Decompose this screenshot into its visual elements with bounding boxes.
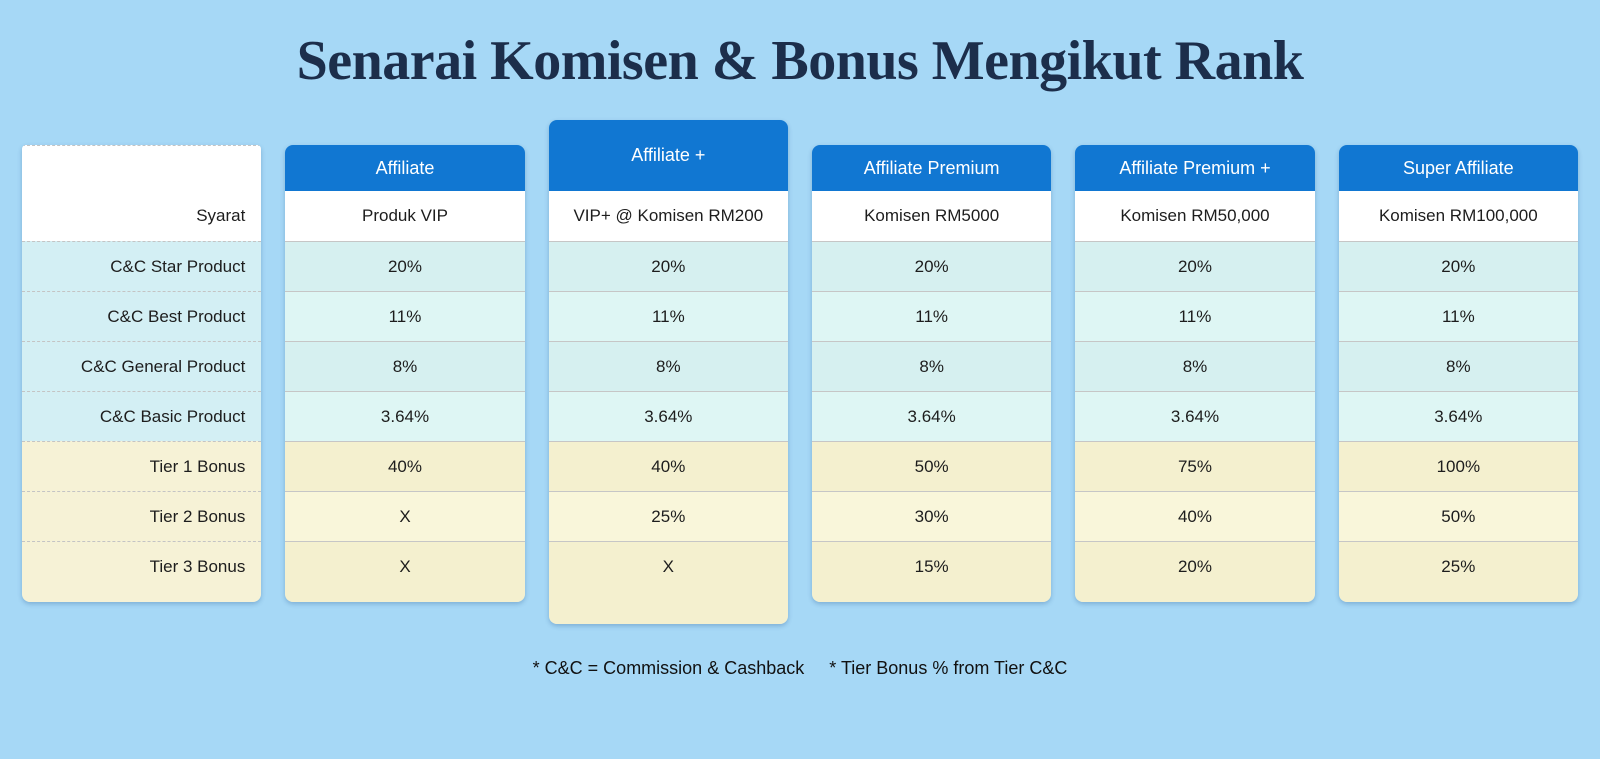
label-empty-cell [22, 145, 261, 191]
plan-cell: 8% [812, 341, 1051, 391]
plan-cell: 11% [812, 291, 1051, 341]
label-column [22, 145, 261, 602]
page-title: Senarai Komisen & Bonus Mengikut Rank [296, 30, 1304, 92]
plan-cell: 30% [812, 491, 1051, 541]
plan-column-affiliate-premium [812, 145, 1051, 602]
plan-column-filler [549, 591, 788, 624]
footnote-tier: * Tier Bonus % from Tier C&C [829, 658, 1068, 679]
rank-table [0, 145, 1600, 624]
plan-column-filler [1075, 591, 1314, 602]
row-label: Tier 2 Bonus [22, 491, 261, 541]
plan-cell: X [285, 541, 524, 591]
plan-cell: Produk VIP [285, 191, 524, 241]
plan-cell: 11% [285, 291, 524, 341]
plan-header: Affiliate Premium + [1075, 145, 1314, 191]
plan-cell: Komisen RM100,000 [1339, 191, 1578, 241]
plan-cell: 11% [549, 291, 788, 341]
row-label: C&C Basic Product [22, 391, 261, 441]
plan-column-filler [812, 591, 1051, 602]
plan-cell: X [549, 541, 788, 591]
plan-cell: 8% [1075, 341, 1314, 391]
plan-column-affiliate [285, 145, 524, 602]
label-column-filler [22, 591, 261, 602]
plan-cell: 100% [1339, 441, 1578, 491]
plan-header: Affiliate + [549, 120, 788, 191]
row-label: C&C Best Product [22, 291, 261, 341]
plan-cell: 40% [285, 441, 524, 491]
plan-cell: 3.64% [812, 391, 1051, 441]
plan-cell: 3.64% [285, 391, 524, 441]
plan-cell: Komisen RM50,000 [1075, 191, 1314, 241]
plan-cell: 50% [1339, 491, 1578, 541]
plan-cell: 50% [812, 441, 1051, 491]
footnote-cnc: * C&C = Commission & Cashback [532, 658, 805, 679]
row-label: Tier 1 Bonus [22, 441, 261, 491]
plan-cell: 40% [549, 441, 788, 491]
plan-header: Affiliate [285, 145, 524, 191]
plan-cell: 75% [1075, 441, 1314, 491]
plan-cell: 3.64% [1339, 391, 1578, 441]
plan-cell: VIP+ @ Komisen RM200 [549, 191, 788, 241]
plan-cell: 20% [1075, 541, 1314, 591]
plan-cell: X [285, 491, 524, 541]
plan-header: Affiliate Premium [812, 145, 1051, 191]
plan-cell: 11% [1339, 291, 1578, 341]
plan-cell: Komisen RM5000 [812, 191, 1051, 241]
row-label: Syarat [22, 191, 261, 241]
plan-cell: 20% [1339, 241, 1578, 291]
plan-column-filler [1339, 591, 1578, 602]
row-label: Tier 3 Bonus [22, 541, 261, 591]
plan-cell: 8% [549, 341, 788, 391]
plan-cell: 3.64% [1075, 391, 1314, 441]
plan-header: Super Affiliate [1339, 145, 1578, 191]
plan-cell: 8% [285, 341, 524, 391]
footnotes [0, 658, 1600, 679]
row-label: C&C General Product [22, 341, 261, 391]
plan-column-filler [285, 591, 524, 602]
plan-cell: 15% [812, 541, 1051, 591]
plan-cell: 40% [1075, 491, 1314, 541]
plan-cell: 20% [1075, 241, 1314, 291]
plan-cell: 25% [1339, 541, 1578, 591]
plan-cell: 20% [812, 241, 1051, 291]
plan-cell: 11% [1075, 291, 1314, 341]
plan-cell: 25% [549, 491, 788, 541]
plan-cell: 20% [549, 241, 788, 291]
plan-cell: 8% [1339, 341, 1578, 391]
plan-column-super-affiliate [1339, 145, 1578, 602]
row-label: C&C Star Product [22, 241, 261, 291]
plan-column-affiliate-premium [1075, 145, 1314, 602]
plan-cell: 20% [285, 241, 524, 291]
plan-cell: 3.64% [549, 391, 788, 441]
plan-column-affiliate [549, 120, 788, 624]
